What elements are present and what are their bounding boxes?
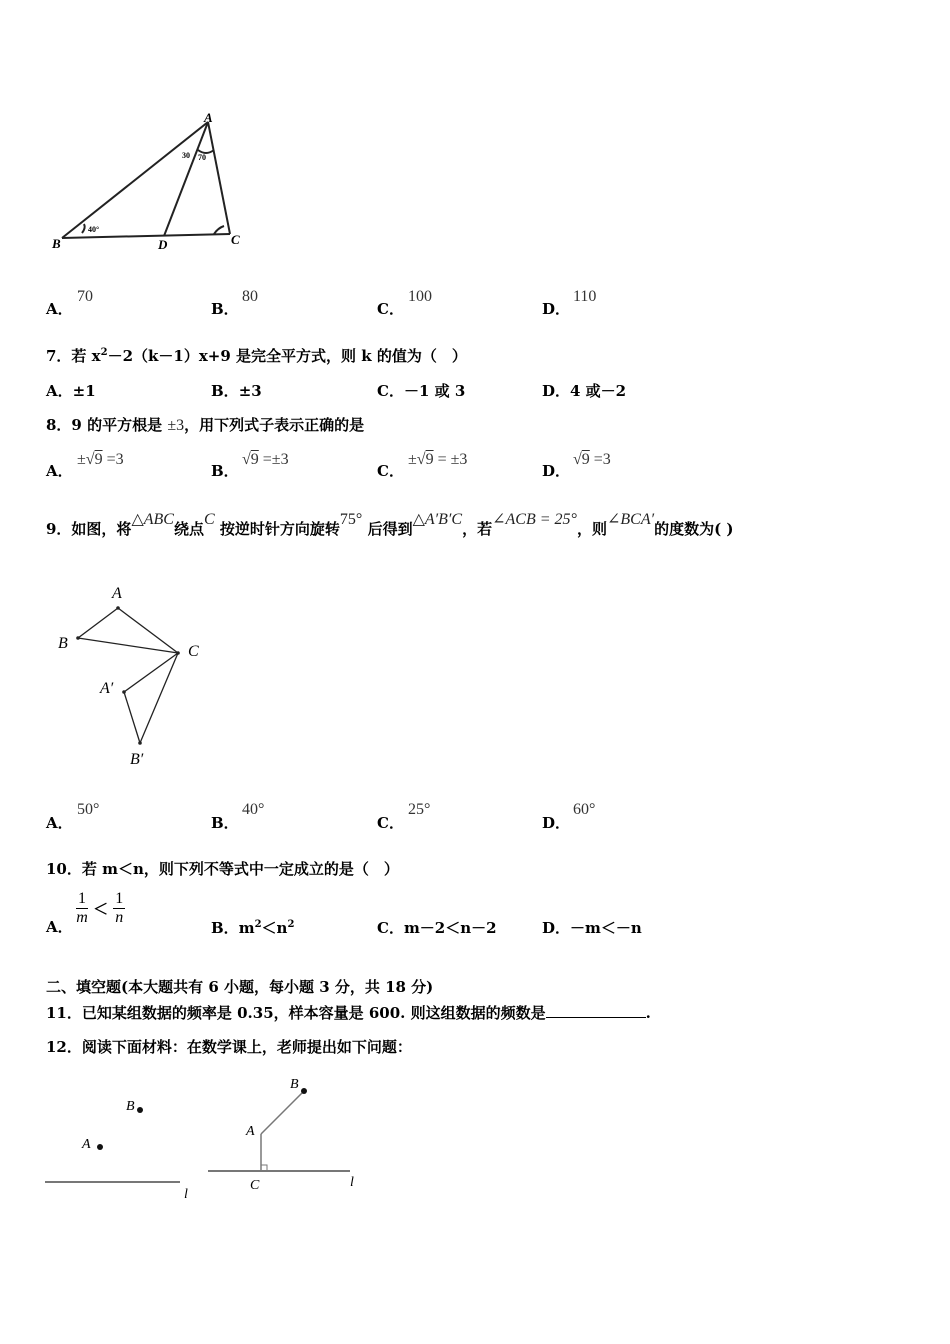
q7-option-a[interactable]: A．±1 <box>46 382 96 400</box>
q6-option-c-value: 100 <box>408 288 432 305</box>
q8-option-b[interactable]: B． <box>211 462 239 480</box>
fig6-angle-a: 30 <box>182 151 190 160</box>
q6-option-d[interactable]: D． <box>542 300 571 318</box>
q11-stem: 11．已知某组数据的频率是 0.35，样本容量是 600. 则这组数据的频数是 . <box>46 1004 651 1022</box>
section-heading-fill-in: 二、填空题(本大题共有 6 小题，每小题 3 分，共 18 分) <box>46 978 434 996</box>
q6-option-d-value: 110 <box>573 288 597 305</box>
fig6-angle-b: 40° <box>88 225 100 234</box>
fig9-label-a-prime: A′ <box>100 680 114 697</box>
q8-option-d[interactable]: D． <box>542 462 571 480</box>
q8-option-c[interactable]: C． <box>377 462 404 480</box>
fig9-label-a: A <box>112 585 122 602</box>
fig6-label-a: A <box>204 110 213 125</box>
fig6-angle-a2: 70 <box>198 153 206 162</box>
fig6-label-b: B <box>52 236 61 251</box>
fig6-label-d: D <box>158 237 168 252</box>
q8-option-d-expr: √9 =3 <box>573 451 611 468</box>
q10-stem: 10．若 m＜n，则下列不等式中一定成立的是（ ） <box>46 860 399 878</box>
q9-option-c[interactable]: C． <box>377 814 404 832</box>
fig12-right-label-a: A <box>246 1124 255 1139</box>
fig12-right-label-c: C <box>250 1178 260 1193</box>
q10-option-a[interactable]: A． <box>46 918 73 936</box>
triangle-figure-q6 <box>48 110 258 255</box>
q6-option-b-value: 80 <box>242 288 258 305</box>
fig6-label-c: C <box>231 232 240 247</box>
fig9-label-b: B <box>58 635 68 652</box>
fraction-1-over-n: $\frac{1}{n}$ <box>115 890 124 926</box>
q10-option-d[interactable]: D．－m＜－n <box>542 919 642 937</box>
q9-option-a[interactable]: A． <box>46 814 73 832</box>
q6-option-a-value: 70 <box>77 288 93 305</box>
q9-option-b-value: 40° <box>242 801 265 818</box>
q7-stem: 7．若 $x^2-2(k-1)x+9$ 是完全平方式，则 k 的值为（ ） <box>46 347 467 365</box>
fig9-label-c: C <box>188 643 199 660</box>
rotation-figure-q9 <box>50 578 220 773</box>
q7-option-d[interactable]: D．4 或－2 <box>542 382 627 400</box>
q11-answer-blank[interactable] <box>546 1003 646 1018</box>
q7-option-b[interactable]: B．±3 <box>211 382 262 400</box>
q6-option-b[interactable]: B． <box>211 300 239 318</box>
fraction-1-over-m: $\frac{1}{m}$ <box>76 890 88 926</box>
q9-option-c-value: 25° <box>408 801 431 818</box>
fig9-label-b-prime: B′ <box>130 751 144 768</box>
fig12-left-label-a: A <box>82 1137 91 1152</box>
fig12-right-label-l: l <box>350 1175 354 1190</box>
q6-option-c[interactable]: C． <box>377 300 404 318</box>
q7-option-c[interactable]: C．－1 或 3 <box>377 382 466 400</box>
q8-option-c-expr: ±√9 = ±3 <box>408 451 468 468</box>
fig12-left-label-l: l <box>184 1187 188 1202</box>
q10-option-c[interactable]: C．m－2＜n－2 <box>377 919 497 937</box>
q10-option-a-expr: $\frac{1}{m}$ ＜ $\frac{1}{n}$ <box>76 890 124 926</box>
q10-option-b[interactable]: B．$m^2<n^2$ <box>211 919 295 937</box>
q8-option-a-expr: ±√9 =3 <box>77 451 124 468</box>
q9-stem: 9．如图，将△ABC绕点C 按逆时针方向旋转75° 后得到△A′B′C，若∠ACB = 25°，则∠BCA′的度数为( ) <box>46 511 734 538</box>
q9-option-d-value: 60° <box>573 801 596 818</box>
perpendicular-figure-right <box>204 1072 374 1197</box>
q9-option-b[interactable]: B． <box>211 814 239 832</box>
q8-option-b-expr: √9 =±3 <box>242 451 289 468</box>
fig12-left-label-b: B <box>126 1099 135 1114</box>
q12-stem: 12．阅读下面材料：在数学课上，老师提出如下问题： <box>46 1038 412 1056</box>
q9-option-d[interactable]: D． <box>542 814 571 832</box>
q6-option-a[interactable]: A． <box>46 300 73 318</box>
q9-option-a-value: 50° <box>77 801 100 818</box>
fig12-right-label-b: B <box>290 1077 299 1092</box>
q8-stem: 8．9 的平方根是 ±3，用下列式子表示正确的是 <box>46 416 365 434</box>
points-line-figure-left <box>40 1090 200 1205</box>
q8-option-a[interactable]: A． <box>46 462 73 480</box>
